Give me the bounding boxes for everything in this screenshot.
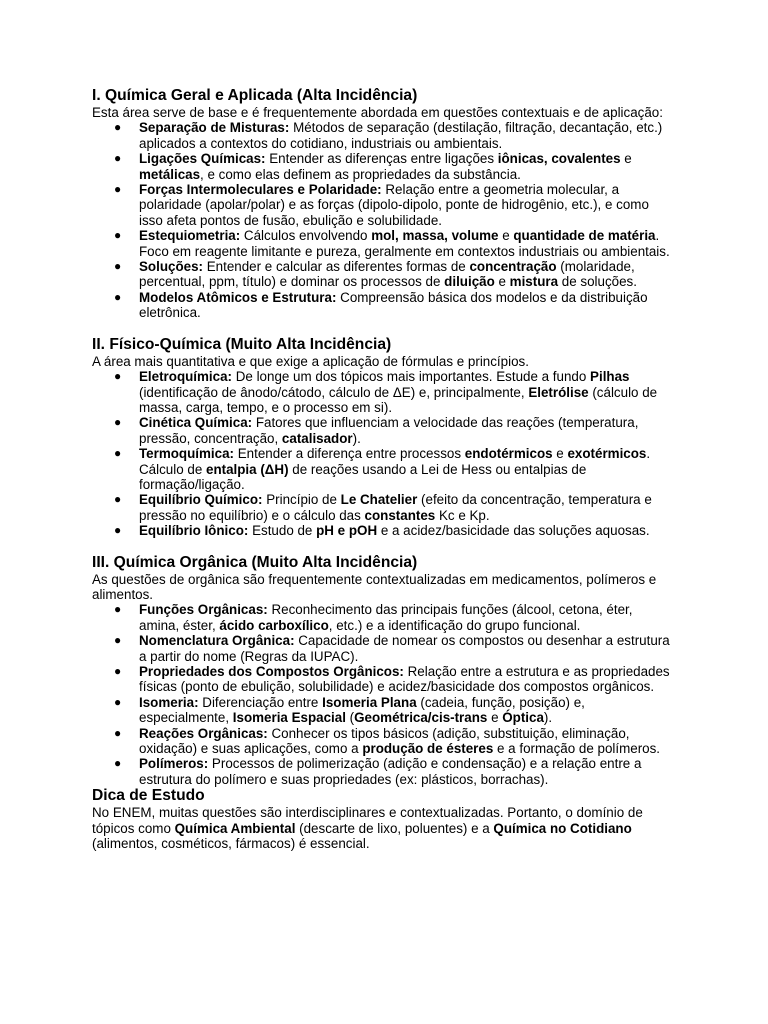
topic-list [92, 602, 674, 787]
section-title: II. Físico-Química (Muito Alta Incidência) [92, 335, 392, 353]
bold-text: Pilhas [590, 369, 630, 385]
bold-text: exotérmicos [567, 446, 647, 462]
text-run: De longe um dos tópicos mais importantes. Estude a fundo [232, 369, 591, 385]
bold-text: iônicas, covalentes [497, 151, 621, 167]
section-title: III. Química Orgânica (Muito Alta Incidência) [92, 553, 418, 571]
bold-text: Isomeria: [139, 694, 199, 710]
bold-text: Ligações Químicas: [139, 151, 266, 167]
text-run: No ENEM, muitas questões são interdisciplinares e contextualizadas. Portanto, o domínio de tópicos como [92, 805, 643, 836]
section-dica-de-estudo [92, 787, 676, 851]
topic-list [92, 369, 674, 538]
topic-list [92, 120, 674, 320]
text-run: . Foco em reagente limitante e pureza, geralmente em contextos industriais ou ambientais. [139, 228, 670, 259]
tip-body [92, 805, 674, 851]
bullet-icon: ● [114, 492, 122, 507]
list-item [114, 228, 674, 259]
bold-text: Isomeria Espacial [232, 710, 346, 726]
bold-text: quantidade de matéria [513, 228, 656, 244]
bold-text: entalpia (ΔH) [206, 461, 289, 477]
bold-text: Estequiometria: [139, 228, 241, 244]
list-item [114, 415, 674, 446]
list-item [114, 369, 674, 415]
section-intro: As questões de orgânica são frequentemente contextualizadas em medicamentos, polímeros e alimentos. [92, 571, 657, 602]
bullet-icon: ● [114, 664, 122, 678]
bullet-icon: ● [114, 228, 122, 243]
text-run: (identificação de ânodo/cátodo, cálculo de ΔE) e, principalmente, [139, 384, 529, 400]
bullet-icon: ● [114, 523, 122, 538]
text-run: Fatores que influenciam a velocidade das reações (temperatura, pressão, concentração, [139, 415, 639, 446]
list-item [114, 151, 674, 182]
text-run: e [487, 710, 503, 726]
bold-text: mol, massa, volume [371, 228, 499, 244]
bold-text: Química no Cotidiano [493, 820, 632, 836]
text-run: Conhecer os tipos básicos (adição, substituição, eliminação, oxidação) e suas aplicações, como a [139, 725, 630, 757]
text-run: e [494, 274, 510, 290]
section-quimica-geral [92, 87, 676, 321]
list-item [114, 725, 674, 757]
text-run: Processos de polimerização (adição e condensação) e a relação entre a estrutura do polímero e suas propriedades (ex: plásticos, borrachas). [139, 756, 642, 787]
bold-text: Polímeros: [139, 756, 209, 772]
text-run: , e como elas definem as propriedades da substância. [200, 166, 521, 182]
text-run: , etc.) e a identificação do grupo funcional. [328, 617, 581, 633]
text-run: (alimentos, cosméticos, fármacos) é essencial. [92, 836, 370, 852]
text-run: de reações usando a Lei de Hess ou entalpias de formação/ligação. [139, 461, 587, 492]
text-run: Entender a diferença entre processos [234, 446, 465, 462]
bold-text: Le Chatelier [340, 492, 418, 508]
bold-text: Isomeria Plana [322, 694, 417, 710]
text-run: (molaridade, percentual, ppm, título) e dominar os processos de [139, 259, 635, 290]
bold-text: Nomenclatura Orgânica: [139, 633, 295, 649]
bold-text: metálicas [139, 166, 201, 182]
list-item [114, 694, 674, 726]
list-item [114, 446, 674, 492]
text-run: Kc e Kp. [435, 507, 490, 523]
bullet-icon: ● [114, 446, 122, 461]
text-run: (cálculo de massa, carga, tempo, e o processo em si). [139, 384, 658, 415]
bold-text: mistura [509, 274, 559, 290]
section-intro: A área mais quantitativa e que exige a aplicação de fórmulas e princípios. [92, 353, 529, 369]
bullet-icon: ● [114, 694, 122, 709]
list-item [114, 120, 674, 151]
bullet-icon: ● [114, 369, 122, 384]
bold-text: Separação de Misturas: [139, 120, 290, 136]
text-run: de soluções. [558, 274, 637, 290]
bullet-icon: ● [114, 725, 122, 740]
text-run: Relação entre a geometria molecular, a polaridade (apolar/polar) e as forças (dipolo-dipolo, ponte de hidrogênio, etc.), e como isso afeta pontos de fusão, ebulição e solubilidade. [139, 182, 649, 228]
text-run: e [620, 151, 632, 167]
bullet-icon: ● [114, 182, 122, 197]
text-run: e a formação de polímeros. [493, 741, 661, 757]
bold-text: Funções Orgânicas: [139, 602, 268, 618]
text-run: ). [543, 710, 553, 726]
text-run: e a acidez/basicidade das soluções aquosas. [377, 523, 650, 539]
text-run: e [498, 228, 514, 244]
section-title: I. Química Geral e Aplicada (Alta Incidência) [92, 87, 418, 104]
tip-title: Dica de Estudo [92, 787, 205, 805]
text-run: ). [352, 430, 361, 446]
bold-text: Termoquímica: [139, 446, 234, 462]
bullet-icon: ● [114, 259, 122, 274]
list-item [114, 182, 674, 228]
bold-text: Soluções: [139, 259, 203, 275]
bold-text: Equilíbrio Químico: [139, 492, 263, 508]
text-run: Estudo de [248, 523, 317, 539]
bold-text: diluição [444, 274, 495, 290]
section-intro: Esta área serve de base e é frequentemente abordada em questões contextuais e de aplicação: [92, 105, 663, 120]
list-item [114, 523, 674, 539]
bold-text: Equilíbrio Iônico: [139, 523, 249, 539]
list-item [114, 756, 674, 787]
list-item [114, 633, 674, 664]
text-run: (efeito da concentração, temperatura e pressão no equilíbrio) e o cálculo das [139, 492, 652, 523]
bold-text: catalisador [281, 430, 353, 446]
text-run: (descarte de lixo, poluentes) e a [295, 820, 494, 836]
section-quimica-organica [92, 554, 676, 788]
text-run: . Cálculo de [139, 446, 651, 477]
text-run: ( [345, 710, 355, 726]
list-item [114, 492, 674, 523]
bold-text: Propriedades dos Compostos Orgânicos: [139, 664, 404, 679]
bullet-icon: ● [114, 756, 122, 771]
bold-text: endotérmicos [464, 446, 553, 462]
list-item [114, 289, 674, 321]
text-run: Cálculos envolvendo [240, 228, 372, 244]
bold-text: Óptica [502, 710, 544, 726]
list-item [114, 259, 674, 290]
section-fisico-quimica [92, 336, 676, 539]
text-run: Reconhecimento das principais funções (álcool, cetona, éter, amina, éster, [139, 602, 633, 633]
bullet-icon: ● [114, 602, 122, 617]
bold-text: Forças Intermoleculares e Polaridade: [139, 182, 382, 198]
bullet-icon: ● [114, 415, 122, 430]
text-run: Entender as diferenças entre ligações [265, 151, 498, 167]
bold-text: Geométrica/cis-trans [354, 710, 488, 726]
bullet-icon: ● [114, 151, 122, 166]
text-run: Compreensão básica dos modelos e da distribuição eletrônica. [139, 289, 648, 321]
list-item [114, 664, 674, 695]
text-run: Relação entre a estrutura e as propriedades físicas (ponto de ebulição, solubilidade) e acidez/basicidade dos compostos orgânicos. [139, 664, 670, 695]
bullet-icon: ● [114, 120, 122, 135]
bullet-icon: ● [114, 289, 122, 304]
bold-text: Química Ambiental [174, 820, 296, 836]
bold-text: ácido carboxílico [219, 617, 329, 633]
text-run: Entender e calcular as diferentes formas de [203, 259, 470, 275]
bold-text: constantes [364, 507, 436, 523]
bold-text: pH e pOH [316, 523, 378, 539]
text-run: Capacidade de nomear os compostos ou desenhar a estrutura a partir do nome (Regras da IUPAC). [139, 633, 670, 664]
text-run: (cadeia, função, posição) e, especialmente, [139, 694, 585, 726]
bold-text: Eletroquímica: [139, 369, 233, 385]
bold-text: produção de ésteres [362, 741, 494, 757]
list-item [114, 602, 674, 633]
text-run: Princípio de [262, 492, 341, 508]
bold-text: Eletrólise [528, 384, 589, 400]
text-run: Diferenciação entre [198, 694, 323, 710]
text-run: Métodos de separação (destilação, filtração, decantação, etc.) aplicados a contextos do cotidiano, industriais ou ambientais. [139, 120, 663, 151]
bold-text: concentração [469, 259, 557, 275]
bold-text: Cinética Química: [139, 415, 253, 431]
bold-text: Reações Orgânicas: [139, 725, 268, 741]
bold-text: Modelos Atômicos e Estrutura: [139, 289, 337, 305]
bullet-icon: ● [114, 633, 122, 648]
text-run: e [552, 446, 568, 462]
